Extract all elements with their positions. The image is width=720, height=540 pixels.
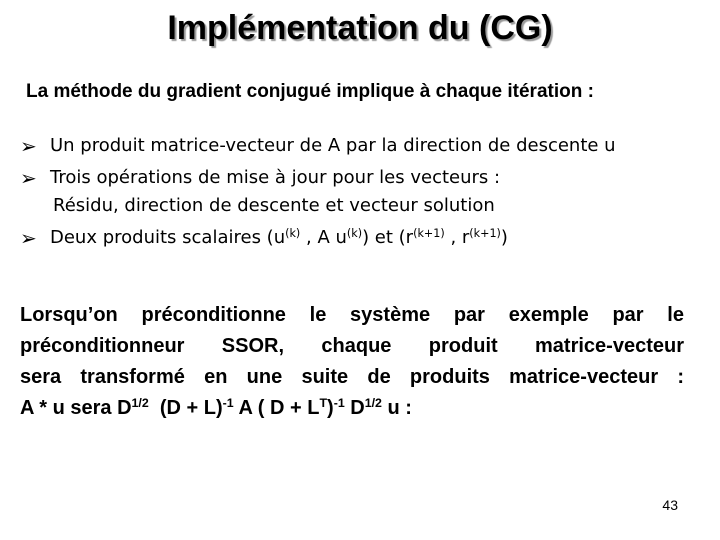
formula-part: u : — [381, 397, 412, 419]
bullet-item — [20, 224, 710, 252]
superscript: (k+1) — [469, 226, 501, 240]
formula-part: ) — [327, 397, 334, 419]
slide-title: Implémentation du (CG) — [167, 9, 553, 47]
superscript: T — [319, 396, 328, 411]
arrow-bullet-icon: ➢ — [20, 226, 37, 250]
bullet-text-part: , A u — [300, 227, 347, 248]
bullet-item — [20, 164, 710, 220]
intro-text: La méthode du gradient conjugué implique à chaque itération : — [26, 81, 594, 102]
superscript: (k) — [285, 226, 301, 240]
superscript: -1 — [333, 396, 345, 411]
superscript: 1/2 — [131, 396, 149, 411]
page-number: 43 — [662, 497, 678, 513]
superscript: (k) — [346, 226, 363, 240]
bullet-list — [20, 132, 710, 252]
bullet-text-part: , r — [444, 227, 470, 248]
arrow-bullet-icon: ➢ — [20, 134, 37, 158]
bullet-text: Un produit matrice-vecteur de A par la direction de descente u — [50, 135, 616, 156]
formula-part: D — [344, 397, 365, 419]
formula-part: A ( D + L — [233, 397, 320, 419]
superscript: 1/2 — [364, 396, 382, 411]
formula-part: A * u sera D — [20, 397, 132, 419]
bullet-text-part: Deux produits scalaires (u — [50, 227, 286, 248]
ssor-paragraph — [20, 300, 684, 424]
formula-part: (D + L) — [148, 397, 223, 419]
paragraph-line: sera transformé en une suite de produits matrice-vecteur : — [20, 366, 684, 388]
superscript: -1 — [222, 396, 234, 411]
bullet-item — [20, 132, 710, 160]
bullet-text: Trois opérations de mise à jour pour les vecteurs : — [50, 167, 501, 188]
bullet-text-part: ) — [500, 227, 508, 248]
arrow-bullet-icon: ➢ — [20, 166, 37, 190]
bullet-continuation: Résidu, direction de descente et vecteur solution — [53, 195, 495, 216]
paragraph-line: préconditionneur SSOR, chaque produit matrice-vecteur — [20, 335, 684, 357]
superscript: (k+1) — [413, 226, 445, 240]
formula-line — [20, 393, 684, 424]
paragraph-line: Lorsqu’on préconditionne le système par exemple par le — [20, 304, 684, 326]
bullet-text-part: ) et (r — [362, 227, 414, 248]
